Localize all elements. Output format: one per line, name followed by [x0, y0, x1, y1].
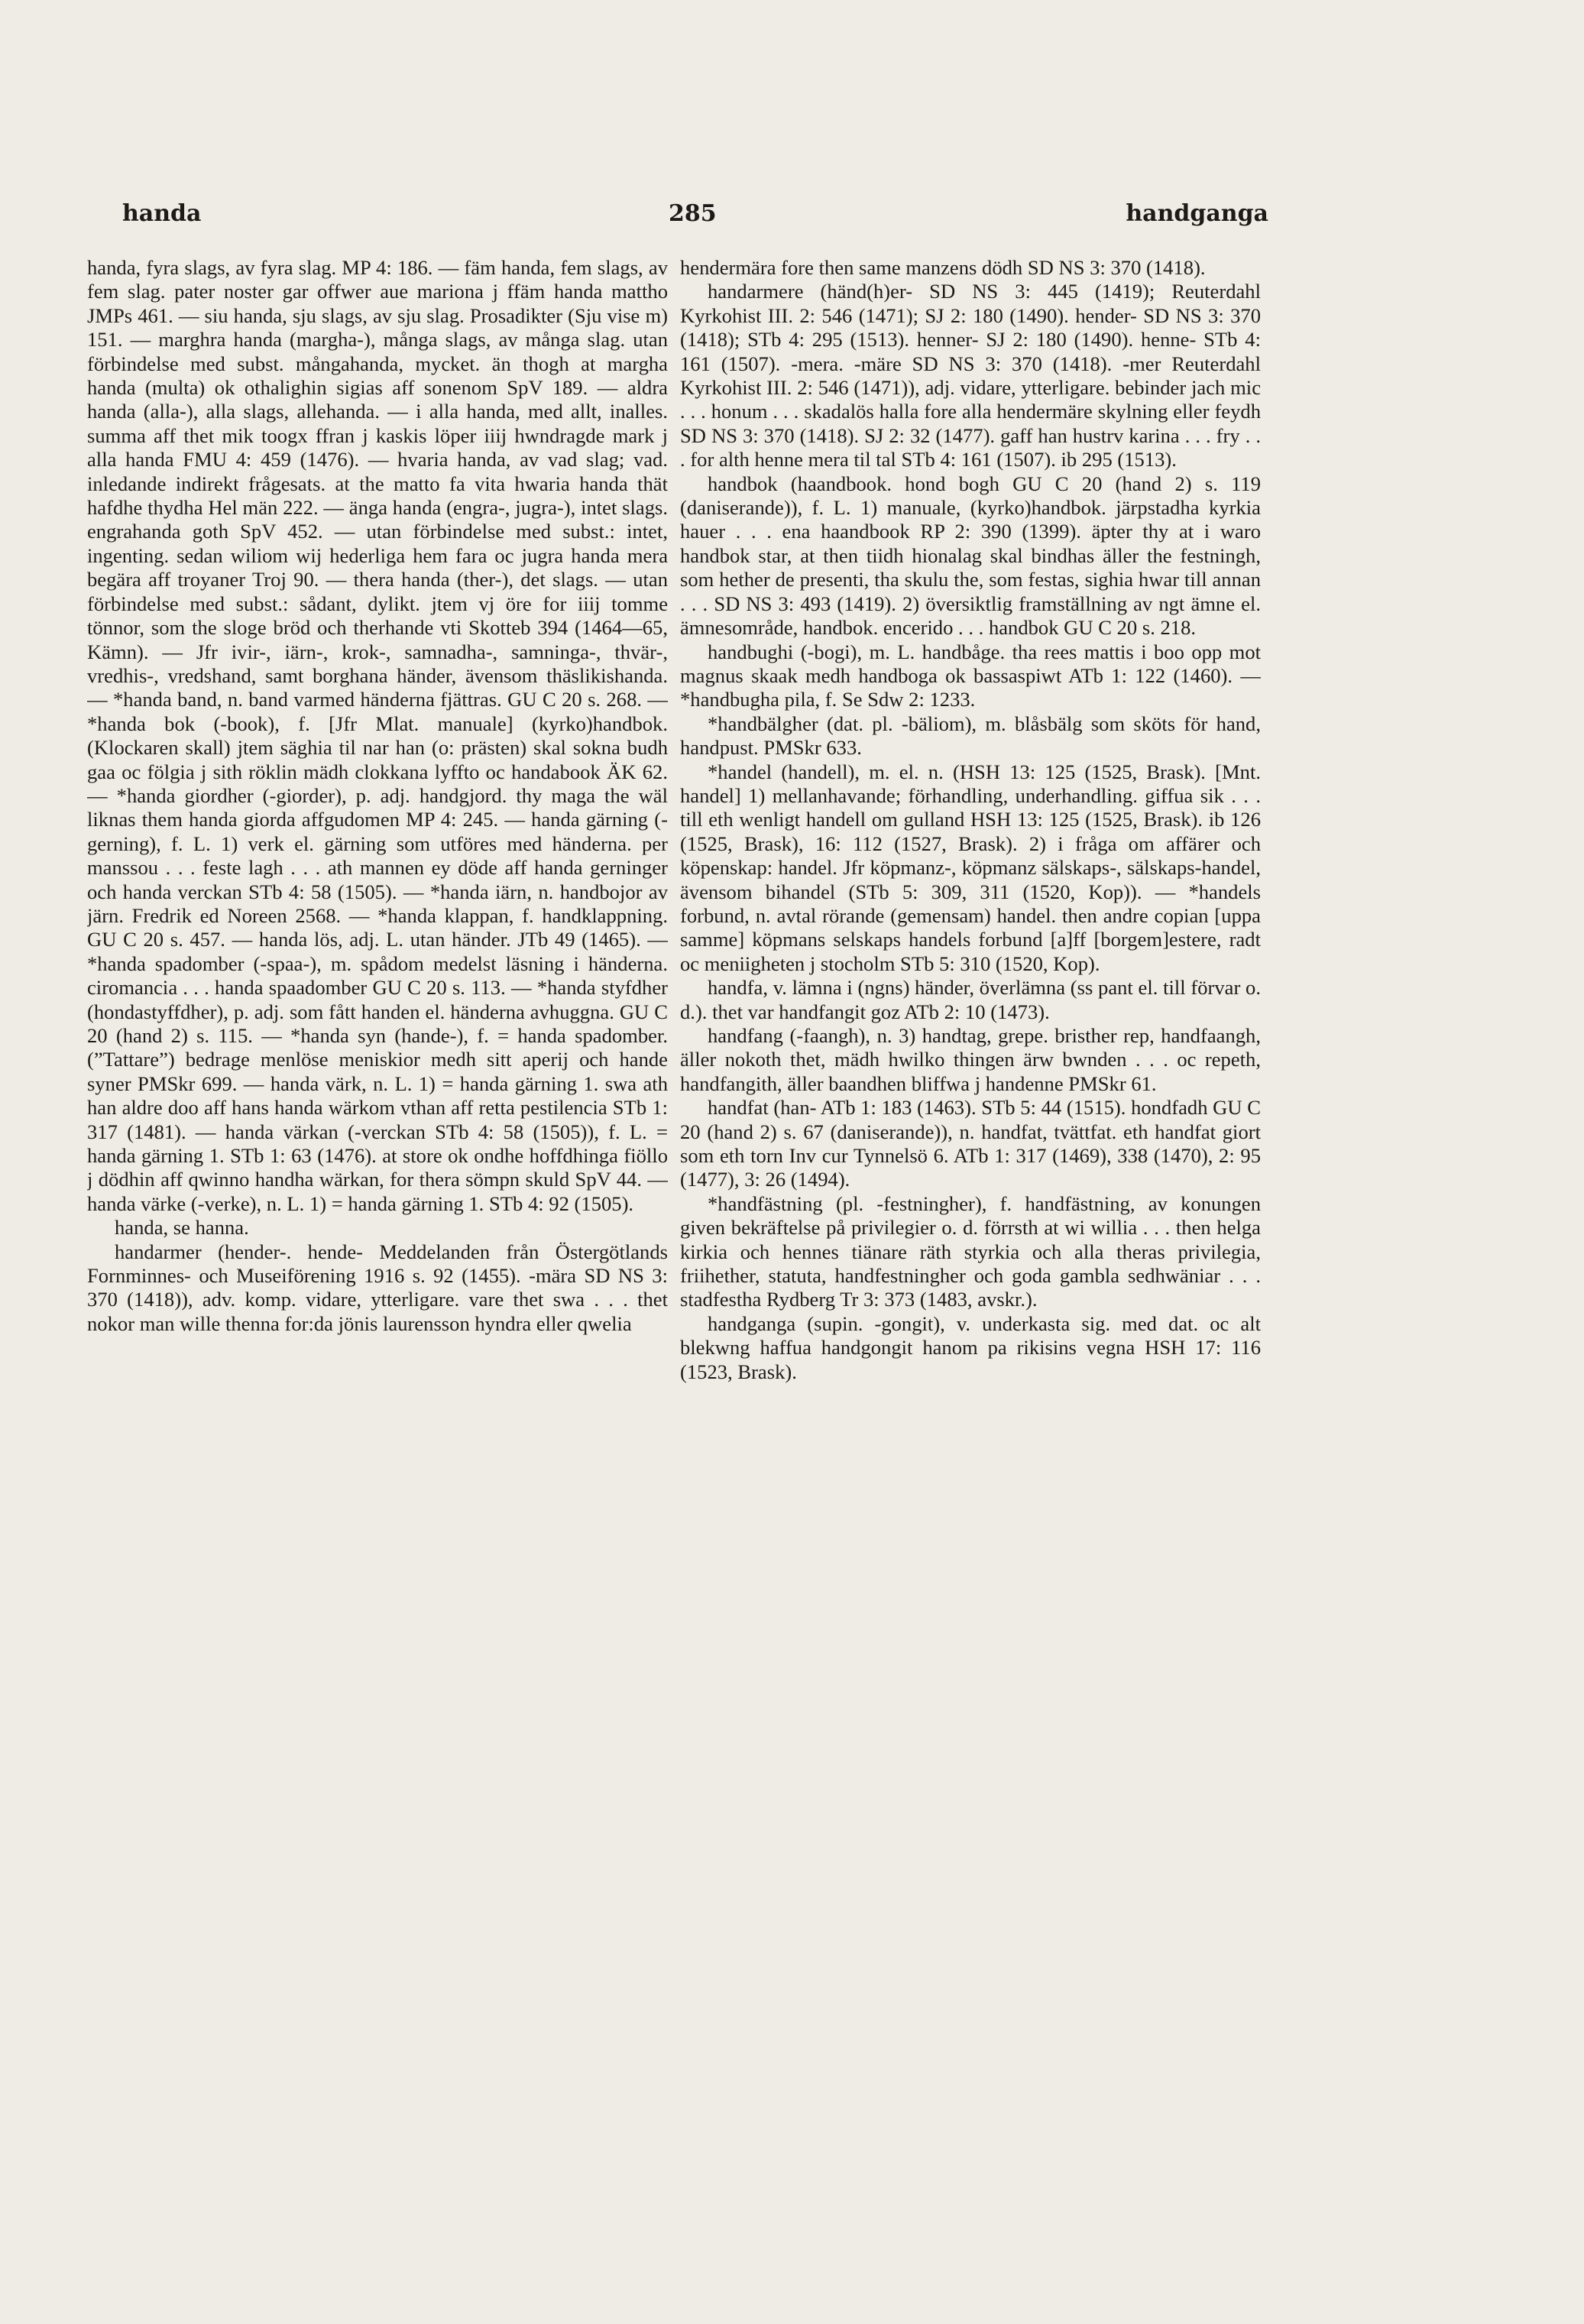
entry-paragraph: handarmere (händ(h)er- SD NS 3: 445 (1419); Reuterdahl Kyrkohist III. 2: 546 (1471); SJ 2: 180 (1490). hender- SD NS 3: 370 (1418); STb 4: 295 (1513). henner- SJ 2: 180 (1490). henne- STb 4: 161 (1507). -mera. -märe SD NS 3: 370 (1418). -mer Reuterdahl Kyrkohist III. 2: 546 (1471)), adj. vidare, ytterligare. bebinder jach mic . . . honum . . . skadalös halla fore alla hendermäre skylning eller feydh SD NS 3: 370 (1418). SJ 2: 32 (1477). gaff han hustrv karina . . . fry . . . for alth henne mera til tal STb 4: 161 (1507). ib 295 (1513). — [680, 280, 1261, 472]
entry-paragraph: handfa, v. lämna i (ngns) händer, överlämna (ss pant el. till förvar o. d.). thet var handfangit goz ATb 2: 10 (1473). — [680, 976, 1261, 1023]
entry-paragraph: *handel (handell), m. el. n. (HSH 13: 125 (1525, Brask). [Mnt. handel] 1) mellanhavande; förhandling, underhandling. giffua sik . . . till eth wenligt handell om gulland HSH 13: 125 (1525, Brask). ib 126 (1525, Brask), 16: 112 (1527, Brask). 2) i fråga om affärer och köpenskap: handel. Jfr köpmanz-, köpmanz sälskaps-, sälskaps-handel, ävensom bihandel (STb 5: 309, 311 (1520, Kop)). — *handels forbund, n. avtal rörande (gemensam) handel. then andre copian [uppa samme] köpmans selskaps handels forbund [a]ff [borgem]estere, radt oc meniigheten j stocholm STb 5: 310 (1520, Kop). — [680, 760, 1261, 975]
entry-paragraph: *handbälgher (dat. pl. -bäliom), m. blåsbälg som sköts för hand, handpust. PMSkr 633. — [680, 711, 1261, 760]
entry-paragraph: handarmer (hender-. hende- Meddelanden från Östergötlands Fornminnes- och Museiförening 1916 s. 92 (1455). -mära SD NS 3: 370 (1418)), adv. komp. vidare, ytterligare. vare thet swa . . . thet nokor man wille thenna for:da jönis laurensson hyndra eller qwelia — [87, 1240, 668, 1335]
running-header — [122, 200, 1268, 235]
right-column — [680, 256, 1261, 2212]
header-last-word: handganga — [1126, 200, 1268, 227]
entry-paragraph: handganga (supin. -gongit), v. underkasta sig. med dat. oc alt blekwng haffua handgongit hanom pa rikisins vegna HSH 17: 116 (1523, Brask). — [680, 1311, 1261, 1383]
entry-paragraph: handfat (han- ATb 1: 183 (1463). STb 5: 44 (1515). hondfadh GU C 20 (hand 2) s. 67 (daniserande)), n. handfat, tvättfat. eth handfat giort som eth torn Inv cur Tynnelsö 6. ATb 1: 317 (1469), 338 (1470), 2: 95 (1477), 3: 26 (1494). — [680, 1096, 1261, 1191]
entry-paragraph: hendermära fore then same manzens dödh SD NS 3: 370 (1418). — [680, 256, 1206, 279]
entry-paragraph: handbok (haandbook. hond bogh GU C 20 (hand 2) s. 119 (daniserande)), f. L. 1) manuale, (kyrko)handbok. järpstadha kyrkia hauer . . . ena haandbook RP 2: 390 (1399). äpter thy at i waro handbok star, at then tiidh hionalag skal bindhas äller the festningh, som hether de presenti, tha skulu the, som festas, sighia hwar till annan . . . SD NS 3: 493 (1419). 2) översiktlig framställning av ngt ämne el. ämnesområde, handbok. encerido . . . handbok GU C 20 s. 218. — [680, 472, 1261, 640]
entry-paragraph: handfang (-faangh), n. 3) handtag, grepe. bristher rep, handfaangh, äller nokoth thet, mädh hwilko thingen ärw bwnden . . . oc repeth, handfangith, äller baandhen bliffwa j handenne PMSkr 61. — [680, 1024, 1261, 1095]
entry-paragraph: *handfästning (pl. -festningher), f. handfästning, av konungen given bekräftelse på privilegier o. d. förrsth at wi willia . . . then helga kirkia och hennes tiänare räth styrkia och alla theras privilegia, friihether, statuta, handfestningher och goda gambla sedhwäniar . . . stadfestha Rydberg Tr 3: 373 (1483, avskr.). — [680, 1191, 1261, 1311]
entry-paragraph: handa, se hanna. — [115, 1216, 249, 1240]
header-first-word: handa — [122, 200, 202, 227]
page-number: 285 — [669, 200, 717, 227]
left-column — [87, 256, 668, 2212]
entry-paragraph: handa, fyra slags, av fyra slag. MP 4: 186. — fäm handa, fem slags, av fem slag. pater noster gar offwer aue mariona j ffäm handa mattho JMPs 461. — siu handa, sju slags, av sju slag. Prosadikter (Sju vise m) 151. — marghra handa (margha-), många slags, av många slag. utan förbindelse med subst. mångahanda, mycket. än thogh at margha handa (multa) ok othalighin sigias aff sonenom SpV 189. — aldra handa (alla-), alla slags, allehanda. — i alla handa, med allt, inalles. summa aff thet mik toogx ffran j kaskis löper iiij hwndragde mark j alla handa FMU 4: 459 (1476). — hvaria handa, av vad slag; vad. inledande indirekt frågesats. at the matto fa vita hwaria handa thät hafdhe thydha Hel män 222. — änga handa (engra-, jugra-), intet slags. engrahanda goth SpV 452. — utan förbindelse med subst.: intet, ingenting. sedan wiliom wij hederliga hem fara oc jugra handa mera begära aff troyaner Troj 90. — thera handa (ther-), det slags. — utan förbindelse med subst.: sådant, dylikt. jtem vj öre for iiij tomme tönnor, som the sloge bröd och therhande vti Skotteb 394 (1464—65, Kämn). — Jfr ivir-, iärn-, krok-, samnadha-, samninga-, thvär-, vredhis-, vredshand, samt borghana händer, ävensom thäslikishanda. — *handa band, n. band varmed händerna fjättras. GU C 20 s. 268. — *handa bok (-book), f. [Jfr Mlat. manuale] (kyrko)handbok. (Klockaren skall) jtem säghia til nar han (o: prästen) skal sokna budh gaa oc fölgia j sith röklin mädh clokkana lyffto oc handabook ÄK 62. — *handa giordher (-giorder), p. adj. handgjord. thy maga the wäl liknas them handa giorda affgudomen MP 4: 245. — handa gärning (-gerning), f. L. 1) verk el. gärning som utföres med händerna. per manssou . . . feste lagh . . . ath mannen ey döde aff handa gerninger och handa verckan STb 4: 58 (1505). — *handa iärn, n. handbojor av järn. Fredrik ed Noreen 2568. — *handa klappan, f. handklappning. GU C 20 s. 457. — handa lös, adj. L. utan händer. JTb 49 (1465). — *handa spadomber (-spaa-), m. spådom medelst läsning i händerna. ciromancia . . . handa spaadomber GU C 20 s. 113. — *handa styfdher (hondastyffdher), p. adj. som fått handen el. händerna avhuggna. GU C 20 (hand 2) s. 115. — *handa syn (hande-), f. = handa spadomber. (”Tattare”) bedrage menlöse meniskior medh sitt aperij och hande syner PMSkr 699. — handa värk, n. L. 1) = handa gärning 1. swa ath han aldre doo aff hans handa wärkom vthan aff retta pestilencia STb 1: 317 (1481). — handa värkan (-verckan STb 4: 58 (1505)), f. L. = handa gärning 1. STb 1: 63 (1476). at store ok ondhe hoffdhinga fiöllo j dödhin aff qwinno handha wärkan, for thera sömpn skuld SpV 44. — handa värke (-verke), n. L. 1) = handa gärning 1. STb 4: 92 (1505). — [87, 256, 668, 1215]
entry-paragraph: handbughi (-bogi), m. L. handbåge. tha rees mattis i boo opp mot magnus skaak medh handboga ok bassaspiwt ATb 1: 122 (1460). — *handbugha pila, f. Se Sdw 2: 1233. — [680, 640, 1261, 711]
